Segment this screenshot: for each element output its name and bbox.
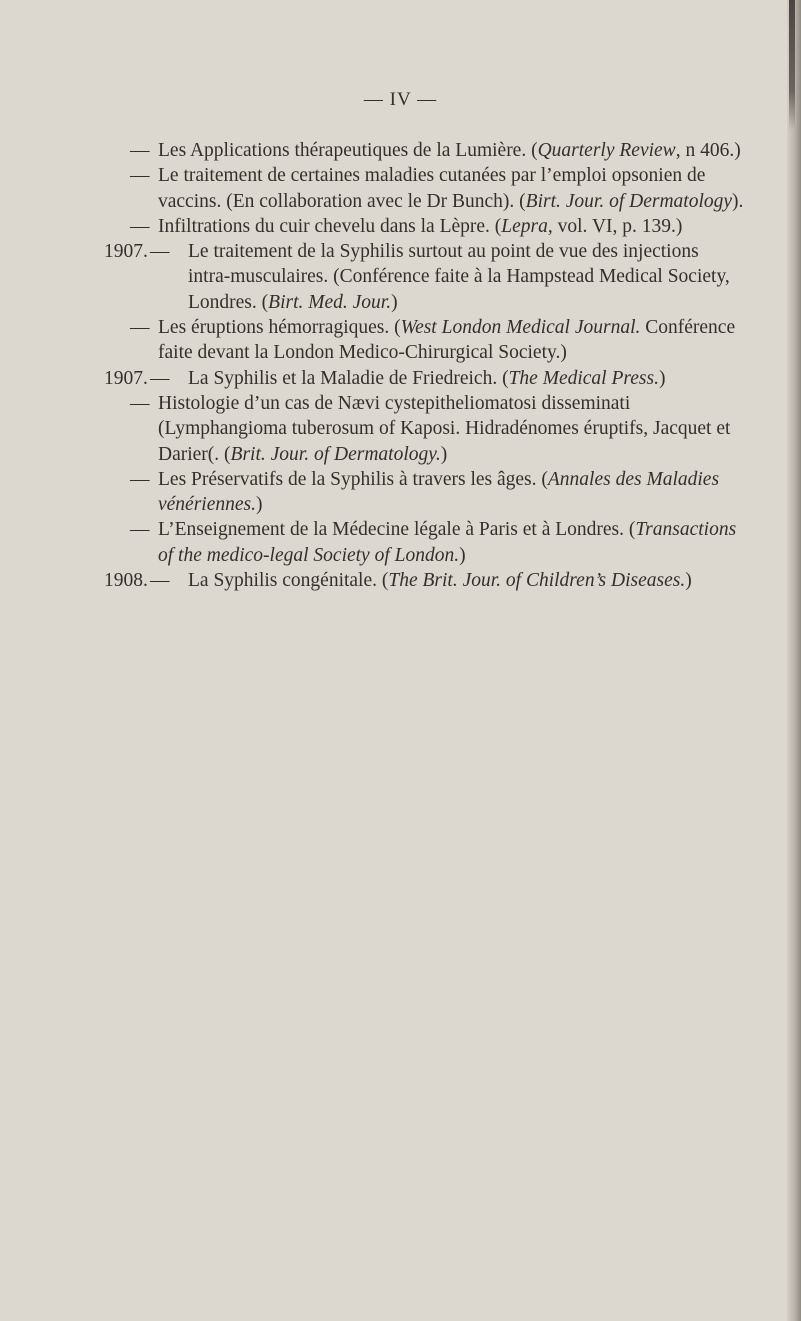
entry-text-end: , n 406.) — [675, 140, 741, 161]
page-edge-shadow — [787, 0, 801, 1321]
entry-text-end: ) — [440, 443, 448, 465]
journal-title: Lepra, — [501, 215, 553, 237]
bibliography-entry — [104, 138, 744, 163]
entry-text-end: ) — [685, 570, 692, 592]
journal-title: Birt. Med. Jour. — [268, 291, 392, 313]
entry-dash: — — [130, 215, 150, 237]
entry-dash: — — [130, 519, 150, 541]
entry-text-end: vol. VI, p. 139.) — [552, 215, 683, 237]
bibliography-entry — [104, 517, 744, 568]
bibliography-entry — [104, 568, 744, 593]
entry-text: Histologie d’un cas de Nævi cystepitheliomatosi disseminati (Lymphangioma tuberosum of Kaposi. Hidradénomes éruptifs, Jacquet et Darier(. ( — [158, 392, 731, 465]
entry-text: Les Préservatifs de la Syphilis à travers les âges. ( — [158, 468, 548, 490]
entry-dash: — — [130, 140, 150, 161]
journal-title: Quarterly Review — [537, 140, 676, 161]
entry-text: Les Applications thérapeutiques de la Lumière. ( — [158, 140, 538, 161]
entry-year: 1907. — [104, 367, 148, 389]
entry-text: L’Enseignement de la Médecine légale à Paris et à Londres. ( — [158, 519, 636, 541]
journal-title: West London Medical Journal. — [400, 317, 641, 339]
entry-text-end: ) — [391, 291, 398, 313]
entry-text-end: ) — [658, 367, 666, 389]
journal-title: The Medical Press. — [508, 367, 659, 389]
bibliography-entry — [104, 467, 744, 518]
bibliography-entry — [104, 214, 744, 239]
entry-dash: — — [130, 468, 150, 490]
entry-text: Le traitement de certaines maladies cutanées par l’emploi opsonien de vaccins. (En collaboration avec le Dr Bunch). ( — [158, 165, 706, 212]
bibliography-entry — [104, 239, 744, 315]
entry-dash: — — [130, 392, 150, 414]
page-header-roman-numeral: — IV — — [363, 89, 438, 110]
bibliography-entry — [104, 163, 744, 214]
entry-dash: — — [150, 241, 170, 263]
entry-text: La Syphilis congénitale. ( — [188, 570, 389, 592]
entry-year: 1908. — [104, 570, 148, 592]
entry-text: Le traitement de la Syphilis surtout au point de vue des injections intra-musculaires. (Conférence faite à la Hampstead Medical Society, Londres. ( — [188, 241, 730, 313]
bibliography-entry — [104, 315, 744, 366]
journal-title: Annales des Maladies vénériennes. — [158, 468, 720, 516]
journal-title: The Brit. Jour. of Children’s Diseases. — [388, 570, 686, 592]
entry-dash: — — [150, 570, 170, 592]
entry-dash: — — [150, 367, 170, 389]
journal-title: Brit. Jour. of Dermatology. — [230, 443, 441, 465]
entry-text: La Syphilis et la Maladie de Friedreich. ( — [188, 367, 509, 389]
entry-year: 1907. — [104, 241, 148, 263]
entry-text-end: ) — [256, 494, 263, 516]
entry-text: Les éruptions hémorragiques. ( — [158, 317, 401, 339]
entry-text: Infiltrations du cuir chevelu dans la Lèpre. ( — [158, 215, 502, 237]
bibliography-entry — [104, 366, 744, 391]
journal-title: Birt. Jour. of Dermatology — [525, 190, 733, 212]
entry-dash: — — [130, 165, 150, 187]
bibliography-list — [104, 138, 744, 593]
journal-title: Transactions of the medico-legal Society of London. — [158, 519, 737, 566]
entry-text-end: ) — [459, 544, 466, 566]
entry-text-end: Conférence faite devant la London Medico-Chirurgical Society.) — [158, 317, 736, 364]
entry-dash: — — [130, 317, 150, 339]
entry-text-end: ). — [732, 190, 744, 212]
bibliography-entry — [104, 391, 744, 467]
